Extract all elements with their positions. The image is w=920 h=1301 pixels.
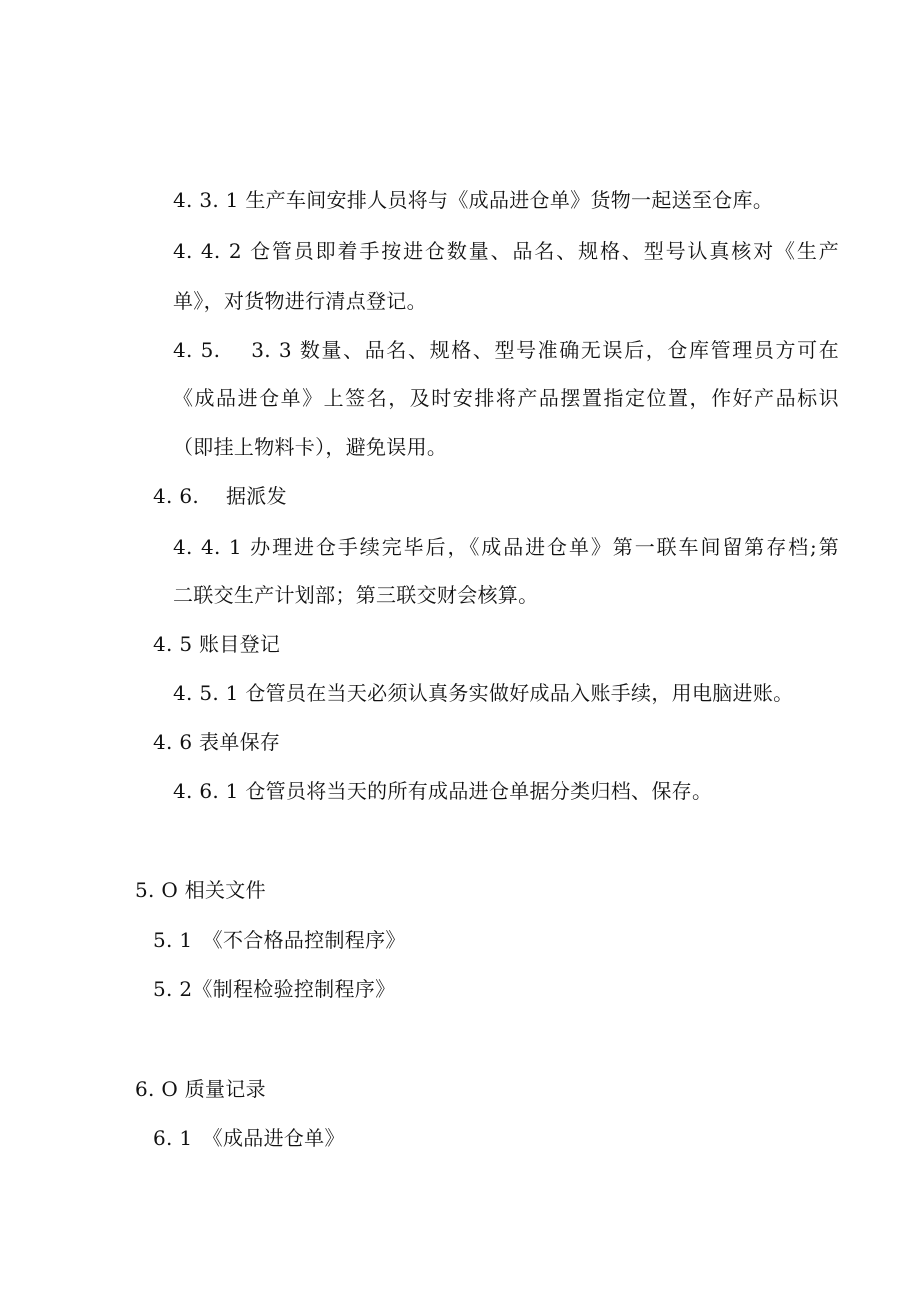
section-6-heading: 6. O 质量记录: [135, 1077, 266, 1101]
section-4-6-form-heading: 4. 6 表单保存: [153, 730, 281, 754]
clause-4-5-1: 4. 5. 1 仓管员在当天必须认真务实做好成品入账手续，用电脑进账。: [173, 681, 794, 705]
clause-4-4-1-line-1: 4. 4. 1 办理进仓手续完毕后，《成品进仓单》第一联车间留第存档;第: [173, 535, 839, 559]
section-4-5-heading: 4. 5 账目登记: [153, 632, 281, 656]
clause-4-3-1: 4. 3. 1 生产车间安排人员将与《成品进仓单》货物一起送至仓库。: [173, 188, 774, 212]
clause-4-5-3-3-line-3: （即挂上物料卡），避免误用。: [173, 435, 448, 459]
section-5-heading: 5. O 相关文件: [135, 878, 266, 902]
clause-4-4-1-line-2: 二联交生产计划部；第三联交财会核算。: [173, 583, 539, 607]
clause-5-1: 5. 1 《不合格品控制程序》: [153, 928, 406, 952]
clause-4-5-3-3-line-2: 《成品进仓单》上签名，及时安排将产品摆置指定位置，作好产品标识: [173, 386, 839, 410]
clause-4-4-2-line-1: 4. 4. 2 仓管员即着手按进仓数量、品名、规格、型号认真核对《生产: [173, 239, 839, 263]
clause-4-4-2-line-2: 单》，对货物进行清点登记。: [173, 289, 427, 313]
clause-4-5-3-3-line-1: 4. 5. 3. 3 数量、品名、规格、型号准确无误后，仓库管理员方可在: [173, 338, 839, 362]
clause-6-1: 6. 1 《成品进仓单》: [153, 1126, 345, 1150]
section-4-6-heading: 4. 6. 据派发: [153, 484, 287, 508]
clause-4-6-1: 4. 6. 1 仓管员将当天的所有成品进仓单据分类归档、保存。: [173, 779, 713, 803]
clause-5-2: 5. 2《制程检验控制程序》: [153, 977, 396, 1001]
